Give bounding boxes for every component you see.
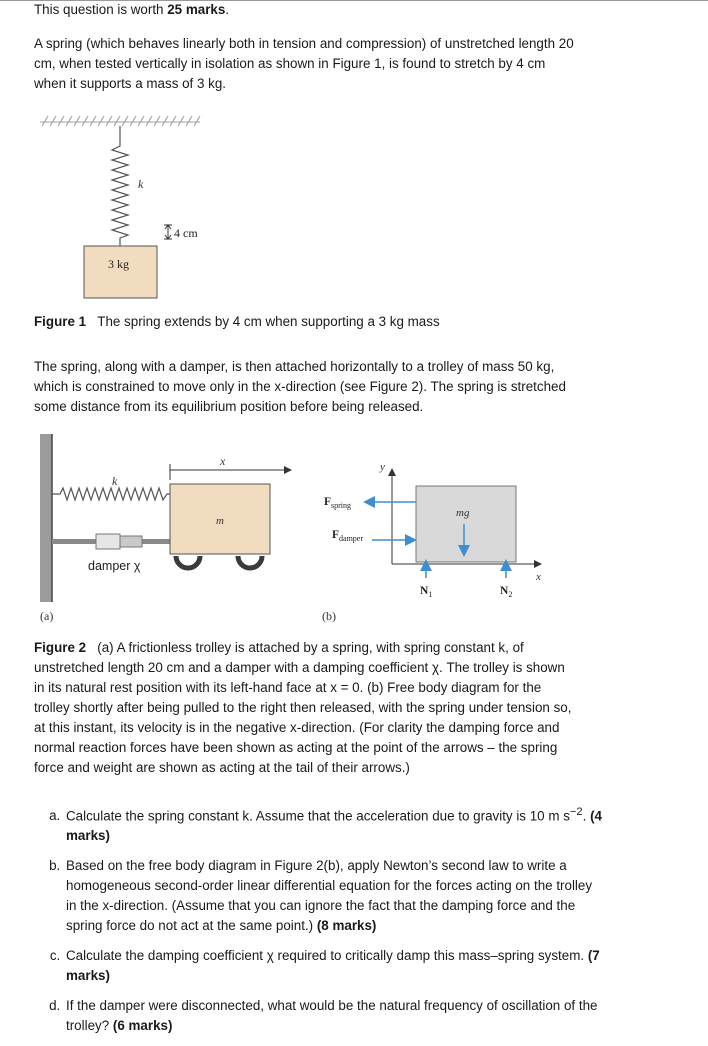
y-axis-label: y [380,461,385,473]
trolley-wheel-right [238,556,262,568]
mass-label: 3 kg [108,257,129,271]
panel-b-label: (b) [322,609,336,623]
question-b: b. Based on the free body diagram in Figure 2(b), apply Newton’s second law to write a homogeneous second-order linear differential equation for the forces acting on the trolley in the x-direction. (Assume that you can ignore the fact that the damping force and the spring force do not act at the same point.) (8 marks) [64,856,604,936]
x-axis-arrow [170,464,290,480]
paragraph-2: The spring, along with a damper, is then attached horizontally to a trolley of mass 50 kg, which is constrained to move only in the x-direction (see Figure 2). The spring is stretched some distance from its equilibrium position before being released. [34,359,566,414]
vertical-spring [112,126,128,246]
spring-force-label: $F_{spring}$ [324,496,352,510]
figure-1-caption: Figure 1 The spring extends by 4 cm when supporting a 3 kg mass [34,314,440,329]
weight-label: mg [456,507,470,519]
figure-1 [0,108,300,308]
x-axis-label-b: x [536,571,541,583]
extension-label: 4 cm [174,226,198,240]
marks-header: This question is worth 25 marks. [34,2,230,17]
question-a: a. Calculate the spring constant k. Assume that the acceleration due to gravity is 10 m $s^{-2}$. (4 marks) [64,802,604,846]
ceiling-hatch [40,116,200,126]
question-d: d. If the damper were disconnected, what would be the natural frequency of oscillation of the trolley? (6 marks) [64,996,604,1036]
damper-label: damper χ [88,559,141,573]
fbd-trolley [416,486,516,562]
figure-2-caption: Figure 2 (a) A frictionless trolley is attached by a spring, with spring constant k, of unstretched length 20 cm and a damper with a damping coefficient χ. The trolley is shown in its natural rest position with its left-hand face at x = 0. (b) Free body diagram for the trolley shortly after being pulled to the right then released, with the spring under tension so, at this instant, its velocity is in the negative x-direction. (For clarity the damping force and normal reaction forces have been shown as acting at the point of the arrows – the spring force and weight are shown as acting at the tail of their arrows.) [34,640,572,775]
damper [52,534,170,549]
wall-hatch [40,434,52,602]
panel-a-label: (a) [40,609,54,623]
trolley-wheel-left [176,556,200,568]
horizontal-spring [52,488,170,500]
normal-force-2-label: $N_2$ [500,585,513,599]
extension-marker [164,225,172,239]
intro-paragraph: A spring (which behaves linearly both in tension and compression) of unstretched length 20 cm, when tested vertically in isolation as shown in Figure 1, is found to stretch by 4 cm when it supports a mass of 3 kg. [34,36,574,91]
trolley-mass-label: m [216,515,224,527]
question-list [34,802,604,1046]
question-c: c. Calculate the damping coefficient χ required to critically damp this mass–spring system. (7 marks) [64,946,604,986]
normal-force-1-label: $N_1$ [420,585,433,599]
x-axis-label-a: x [220,454,226,468]
mass-block [84,246,157,298]
damper-force-label: $F_{damper}$ [332,529,364,543]
figure-2 [0,428,600,638]
spring-constant-label: k [138,177,144,191]
spring-label-a: k [112,474,118,488]
